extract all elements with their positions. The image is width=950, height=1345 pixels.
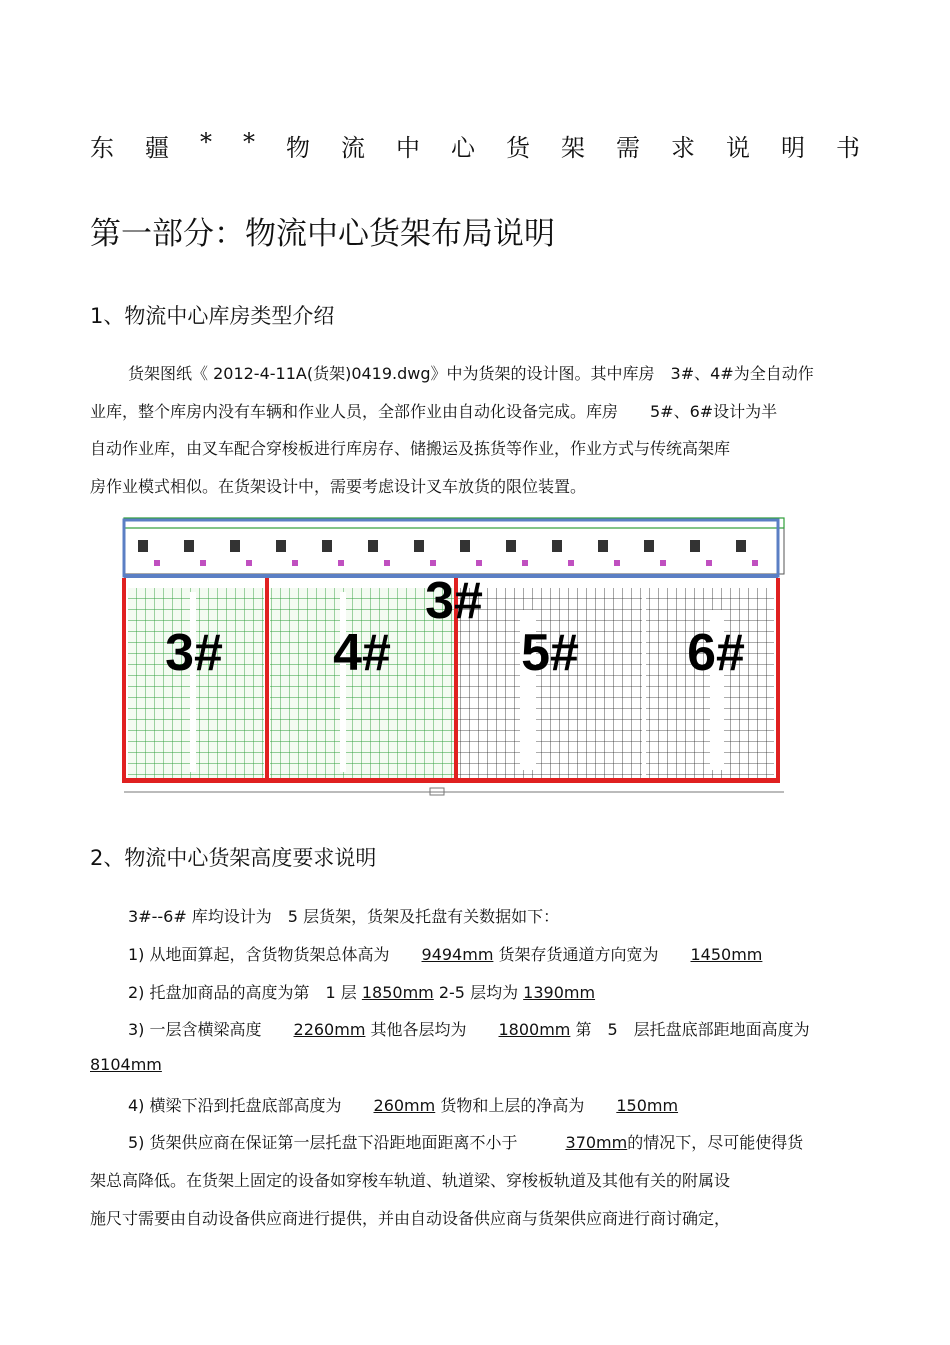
equipment-block [690, 540, 700, 552]
spec-text: 3) 一层含横梁高度 [128, 1020, 294, 1039]
equipment-block [598, 540, 608, 552]
spec-text: 2) 托盘加商品的高度为第 1 层 [128, 983, 362, 1002]
equipment-block [322, 540, 332, 552]
spec-value: 1800mm [498, 1020, 571, 1039]
title-char: 说 [726, 134, 750, 162]
paragraph-line: 自动作业库，由叉车配合穿梭板进行库房存、储搬运及拣货等作业，作业方式与传统高架库 [90, 439, 731, 458]
spec-value: 9494mm [421, 945, 494, 964]
spec-text: 的情况下，尽可能使得货 [627, 1133, 804, 1152]
title-char: * [200, 128, 212, 156]
title-char: 物 [286, 134, 310, 162]
title-char: * [243, 128, 255, 156]
spec-text: 货物和上层的净高为 [435, 1096, 617, 1115]
spec-text: 2-5 层均为 [433, 983, 524, 1002]
section2-heading: 2、物流中心货架高度要求说明 [90, 846, 377, 870]
section1-paragraph [90, 355, 860, 505]
title-char: 明 [781, 134, 805, 162]
equipment-block [368, 540, 378, 552]
title-char: 书 [836, 134, 860, 162]
spec-item-4 [128, 1093, 868, 1116]
rack-zone-5 [458, 588, 642, 778]
spec-item-5-line2: 架总高降低。在货架上固定的设备如穿梭车轨道、轨道梁、穿梭板轨道及其他有关的附属设 [90, 1171, 731, 1190]
warehouse-layout-figure [118, 510, 790, 800]
spec-value: 2260mm [293, 1020, 366, 1039]
spec-item-2 [128, 980, 868, 1003]
title-char: 东 [90, 134, 114, 162]
spec-value: 1850mm [361, 983, 434, 1002]
red-wall [122, 578, 126, 783]
spec-text: 5) 货架供应商在保证第一层托盘下沿距地面距离不小于 [128, 1133, 566, 1152]
equipment-marker [706, 560, 712, 566]
equipment-block [414, 540, 424, 552]
spec-text: 第 5 层托盘底部距地面高度为 [570, 1020, 810, 1039]
equipment-marker [568, 560, 574, 566]
spec-item-3 [128, 1017, 868, 1040]
equipment-marker [200, 560, 206, 566]
spec-text: 4) 横梁下沿到托盘底部高度为 [128, 1096, 374, 1115]
equipment-block [736, 540, 746, 552]
section1-heading: 1、物流中心库房类型介绍 [90, 304, 335, 328]
equipment-block [138, 540, 148, 552]
zone-label-5: 5# [521, 624, 579, 682]
spec-value: 1450mm [690, 945, 763, 964]
red-wall [265, 578, 269, 783]
spec-item-3-cont [90, 1055, 860, 1074]
spec-item-1 [128, 942, 868, 965]
title-char: 疆 [145, 134, 169, 162]
equipment-marker [522, 560, 528, 566]
title-char: 架 [561, 134, 585, 162]
equipment-block [644, 540, 654, 552]
paragraph-line: 货架图纸《 2012-4-11A(货架)0419.dwg》中为货架的设计图。其中库房 3#、4#为全自动作 [128, 364, 814, 383]
aisle [340, 592, 346, 772]
equipment-marker [246, 560, 252, 566]
spec-text: 1) 从地面算起，含货物货架总体高为 [128, 945, 422, 964]
equipment-block [184, 540, 194, 552]
spec-item-5-line3: 施尺寸需要由自动设备供应商进行提供，并由自动设备供应商与货架供应商进行商讨确定， [90, 1209, 731, 1228]
spec-value: 370mm [565, 1133, 628, 1152]
zone-label-4: 4# [333, 624, 391, 682]
equipment-block [506, 540, 516, 552]
title-char: 求 [671, 134, 695, 162]
equipment-block [552, 540, 562, 552]
equipment-block [460, 540, 470, 552]
title-char: 流 [341, 134, 365, 162]
red-wall [122, 778, 780, 783]
building-strip [124, 518, 784, 574]
part-title: 第一部分：物流中心货架布局说明 [90, 216, 555, 252]
equipment-marker [752, 560, 758, 566]
equipment-marker [292, 560, 298, 566]
red-wall [776, 578, 780, 783]
spec-intro: 3#--6# 库均设计为 5 层货架，货架及托盘有关数据如下： [128, 907, 560, 926]
equipment-marker [660, 560, 666, 566]
equipment-block [276, 540, 286, 552]
equipment-marker [154, 560, 160, 566]
document-title [90, 128, 860, 163]
overlay-label: 3# [425, 572, 483, 630]
spec-value: 260mm [373, 1096, 436, 1115]
spec-text: 货架存货通道方向宽为 [493, 945, 691, 964]
spec-item-5 [128, 1130, 868, 1153]
aisle [190, 592, 196, 772]
title-char: 需 [616, 134, 640, 162]
equipment-marker [338, 560, 344, 566]
spec-value: 150mm [616, 1096, 679, 1115]
spec-text: 其他各层均为 [365, 1020, 499, 1039]
equipment-marker [430, 560, 436, 566]
paragraph-line: 房作业模式相似。在货架设计中，需要考虑设计叉车放货的限位装置。 [90, 476, 587, 496]
equipment-marker [614, 560, 620, 566]
paragraph-line: 业库，整个库房内没有车辆和作业人员，全部作业由自动化设备完成。库房 5#、6#设计为半 [90, 401, 778, 421]
title-char: 货 [506, 134, 530, 162]
equipment-block [230, 540, 240, 552]
spec-value: 1390mm [523, 983, 596, 1002]
equipment-marker [476, 560, 482, 566]
zone-label-6: 6# [687, 624, 745, 682]
title-char: 心 [451, 134, 475, 162]
zone-label-3: 3# [165, 624, 223, 682]
warehouse-layout-drawing [118, 510, 790, 800]
equipment-marker [384, 560, 390, 566]
title-char: 中 [396, 134, 420, 162]
spec-value: 8104mm [90, 1055, 162, 1074]
